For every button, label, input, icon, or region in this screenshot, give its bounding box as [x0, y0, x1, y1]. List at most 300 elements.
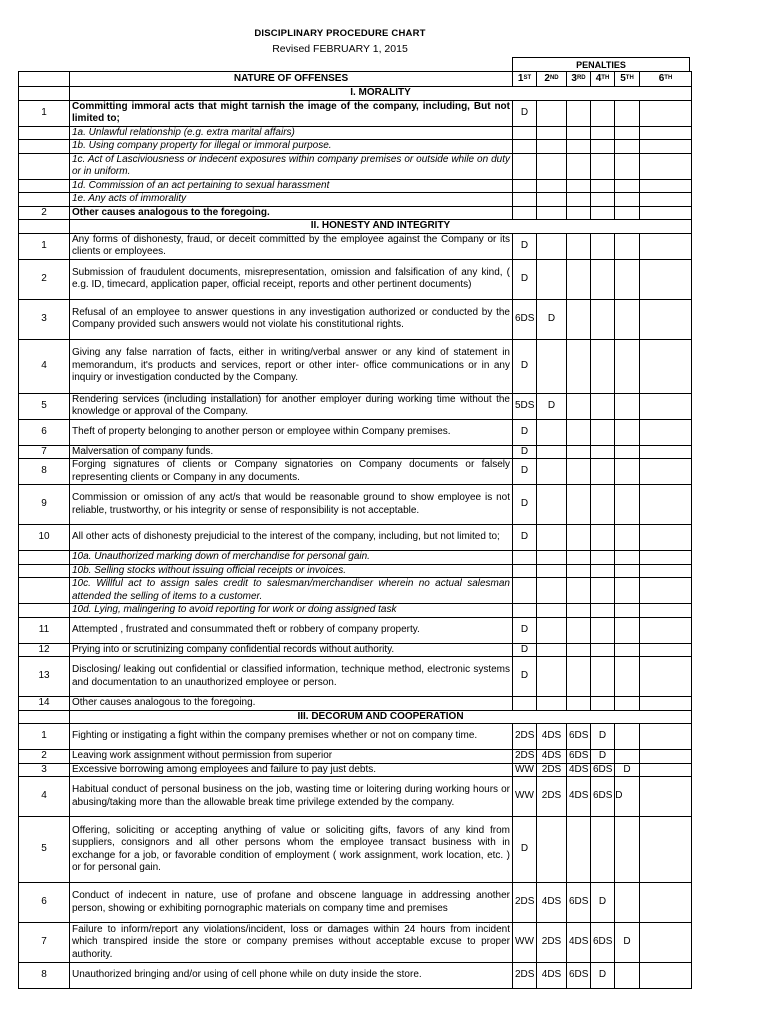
penalty-cell-5	[615, 578, 640, 604]
col-6-num: 6	[658, 72, 665, 84]
offense-description: Fighting or instigating a fight within the company premises whether or not on company time.	[70, 724, 513, 750]
offense-description: 1d. Commission of an act pertaining to sexual harassment	[70, 179, 513, 193]
penalty-cell-1	[513, 140, 537, 154]
offense-description: 10d. Lying, malingering to avoid reporting for work or doing assigned task	[70, 604, 513, 618]
penalty-cell-4	[591, 339, 615, 393]
penalty-cell-2	[537, 617, 567, 643]
offense-number	[19, 578, 70, 604]
penalty-cell-3: 6DS	[567, 750, 591, 764]
penalty-cell-2	[537, 643, 567, 657]
offense-description: Malversation of company funds.	[70, 445, 513, 459]
penalty-cell-6	[640, 153, 692, 179]
penalty-cell-5	[615, 179, 640, 193]
penalty-cell-5	[615, 817, 640, 883]
penalty-cell-4	[591, 153, 615, 179]
penalty-cell-3	[567, 697, 591, 711]
penalty-cell-1: D	[513, 459, 537, 485]
offense-number: 6	[19, 419, 70, 445]
penalty-cell-3	[567, 525, 591, 551]
offense-row	[19, 153, 692, 179]
section-title-spacer	[19, 220, 70, 234]
offense-number: 2	[19, 206, 70, 220]
penalty-cell-4: D	[591, 724, 615, 750]
header-col-1	[513, 72, 537, 87]
penalty-cell-4	[591, 259, 615, 299]
penalty-cell-1: WW	[513, 777, 537, 817]
penalty-cell-5	[615, 233, 640, 259]
penalty-cell-6	[640, 817, 692, 883]
header-col-4	[591, 72, 615, 87]
penalty-cell-3	[567, 339, 591, 393]
penalty-cell-6	[640, 525, 692, 551]
section-title-spacer	[19, 710, 70, 724]
penalty-cell-1: 2DS	[513, 724, 537, 750]
section-title-row	[19, 710, 692, 724]
offense-description: 1c. Act of Lasciviousness or indecent exposures within company premises or outside while on duty or in uniform.	[70, 153, 513, 179]
penalty-cell-3: 6DS	[567, 963, 591, 989]
penalty-cell-1: 2DS	[513, 750, 537, 764]
penalty-cell-1: D	[513, 259, 537, 299]
penalty-cell-3	[567, 140, 591, 154]
penalty-cell-4	[591, 643, 615, 657]
penalty-cell-3	[567, 259, 591, 299]
penalty-cell-1: 6DS	[513, 299, 537, 339]
section-title: I. MORALITY	[70, 87, 692, 101]
offense-description: Leaving work assignment without permission from superior	[70, 750, 513, 764]
penalty-cell-4	[591, 525, 615, 551]
penalty-cell-5	[615, 643, 640, 657]
offense-description: Other causes analogous to the foregoing.	[70, 206, 513, 220]
penalty-cell-3	[567, 485, 591, 525]
section-decorum	[19, 710, 692, 989]
penalty-cell-4	[591, 445, 615, 459]
offense-row	[19, 140, 692, 154]
offense-description: Submission of fraudulent documents, misrepresentation, omission and falsification of any kind, ( e.g. ID, timecard, application paper, official receipt, reports and other pertinent documents)	[70, 259, 513, 299]
penalty-cell-2: 4DS	[537, 750, 567, 764]
penalty-cell-4	[591, 419, 615, 445]
penalty-cell-5	[615, 963, 640, 989]
offense-row	[19, 604, 692, 618]
penalty-cell-5	[615, 153, 640, 179]
penalty-cell-6	[640, 657, 692, 697]
penalty-cell-1	[513, 179, 537, 193]
penalty-cell-6	[640, 445, 692, 459]
offense-description: Attempted , frustrated and consummated theft or robbery of company property.	[70, 617, 513, 643]
penalty-cell-4	[591, 578, 615, 604]
offense-number: 3	[19, 299, 70, 339]
penalty-cell-2	[537, 193, 567, 207]
penalty-cell-5	[615, 551, 640, 565]
penalty-cell-6	[640, 339, 692, 393]
offense-description: Conduct of indecent in nature, use of profane and obscene language in addressing another person, showing or exhibiting pornographic materials on company time and premises	[70, 883, 513, 923]
penalty-cell-5	[615, 140, 640, 154]
penalty-cell-5	[615, 525, 640, 551]
penalty-cell-6	[640, 459, 692, 485]
penalty-cell-1	[513, 564, 537, 578]
penalty-cell-1: 2DS	[513, 883, 537, 923]
penalty-cell-3	[567, 419, 591, 445]
offense-row	[19, 206, 692, 220]
offense-number: 1	[19, 724, 70, 750]
offense-number	[19, 126, 70, 140]
col-4-num: 4	[595, 72, 602, 84]
penalty-cell-5	[615, 126, 640, 140]
penalty-cell-2: 4DS	[537, 963, 567, 989]
penalty-cell-4: 6DS	[591, 763, 615, 777]
offense-description: Commission or omission of any act/s that would be reasonable ground to show employee is not reliable, trustworthy, or his integrity or sense of responsibility is not acceptable.	[70, 485, 513, 525]
penalty-cell-1: D	[513, 485, 537, 525]
penalty-cell-1: D	[513, 233, 537, 259]
penalty-cell-2	[537, 339, 567, 393]
offense-description: Failure to inform/report any violations/incident, loss or damages within 24 hours from incident which transpired inside the store or company premises without acceptable excuse to proper authority.	[70, 923, 513, 963]
offense-description: 1e. Any acts of immorality	[70, 193, 513, 207]
penalty-cell-2: 2DS	[537, 763, 567, 777]
offense-number: 1	[19, 233, 70, 259]
offense-description: Prying into or scrutinizing company confidential records without authority.	[70, 643, 513, 657]
col-2-num: 2	[544, 72, 550, 84]
penalty-cell-6	[640, 299, 692, 339]
offense-number: 2	[19, 750, 70, 764]
penalty-cell-4: D	[591, 750, 615, 764]
penalty-cell-1	[513, 604, 537, 618]
header-num-cell	[19, 72, 70, 87]
penalty-cell-6	[640, 393, 692, 419]
penalty-cell-3	[567, 657, 591, 697]
offense-row	[19, 750, 692, 764]
offense-number: 5	[19, 817, 70, 883]
penalty-cell-1: D	[513, 445, 537, 459]
header-nature: NATURE OF OFFENSES	[70, 72, 513, 87]
offense-number: 5	[19, 393, 70, 419]
penalty-cell-3: 6DS	[567, 883, 591, 923]
penalties-header: PENALTIES	[512, 57, 690, 71]
penalty-cell-2: 2DS	[537, 777, 567, 817]
penalty-cell-2	[537, 179, 567, 193]
offense-row	[19, 578, 692, 604]
offense-description: Unauthorized bringing and/or using of cell phone while on duty inside the store.	[70, 963, 513, 989]
offense-number: 3	[19, 763, 70, 777]
penalty-cell-2	[537, 233, 567, 259]
penalty-cell-6	[640, 578, 692, 604]
penalty-cell-5	[615, 393, 640, 419]
offense-description: 1b. Using company property for illegal or immoral purpose.	[70, 140, 513, 154]
penalty-cell-4: 6DS D	[591, 777, 615, 817]
offense-number: 8	[19, 963, 70, 989]
penalty-cell-2	[537, 140, 567, 154]
col-1-num: 1	[517, 72, 524, 84]
offense-row	[19, 179, 692, 193]
penalty-cell-5	[615, 485, 640, 525]
offense-row	[19, 777, 692, 817]
offense-number: 14	[19, 697, 70, 711]
offense-row	[19, 724, 692, 750]
penalty-cell-3	[567, 564, 591, 578]
col-5-suffix: TH	[625, 74, 634, 81]
penalty-cell-5: D	[615, 763, 640, 777]
offense-row	[19, 485, 692, 525]
offense-row	[19, 299, 692, 339]
penalty-cell-1: D	[513, 617, 537, 643]
penalty-cell-4	[591, 657, 615, 697]
offense-row	[19, 393, 692, 419]
penalty-cell-3	[567, 445, 591, 459]
offense-number: 9	[19, 485, 70, 525]
offense-number: 12	[19, 643, 70, 657]
offense-row	[19, 697, 692, 711]
penalty-cell-6	[640, 140, 692, 154]
document-subtitle: Revised FEBRUARY 1, 2015	[272, 43, 408, 55]
offense-number: 4	[19, 777, 70, 817]
penalty-cell-4	[591, 604, 615, 618]
penalty-cell-6	[640, 617, 692, 643]
penalty-cell-3	[567, 578, 591, 604]
section-morality	[19, 87, 692, 220]
penalty-cell-3: 4DS	[567, 777, 591, 817]
penalty-cell-3	[567, 100, 591, 126]
penalty-cell-4: D	[591, 883, 615, 923]
penalty-cell-6	[640, 750, 692, 764]
offense-row	[19, 763, 692, 777]
penalty-cell-5	[615, 299, 640, 339]
penalty-cell-2	[537, 817, 567, 883]
offense-row	[19, 817, 692, 883]
penalty-cell-4	[591, 617, 615, 643]
penalty-cell-2	[537, 485, 567, 525]
penalty-cell-2	[537, 551, 567, 565]
offense-description: 10c. Willful act to assign sales credit to salesman/merchandiser wherein no actual salesman attended the selling of items to a customer.	[70, 578, 513, 604]
penalty-cell-2	[537, 578, 567, 604]
offense-row	[19, 643, 692, 657]
col-1-suffix: ST	[523, 74, 532, 81]
penalty-cell-2	[537, 419, 567, 445]
penalty-cell-1: WW	[513, 923, 537, 963]
disciplinary-table	[18, 71, 692, 989]
penalty-cell-1	[513, 193, 537, 207]
penalty-cell-1	[513, 206, 537, 220]
penalty-cell-6	[640, 233, 692, 259]
penalty-cell-1: 5DS	[513, 393, 537, 419]
penalty-cell-6	[640, 485, 692, 525]
penalty-cell-3	[567, 643, 591, 657]
penalty-cell-4	[591, 817, 615, 883]
penalty-cell-1: 2DS	[513, 963, 537, 989]
penalty-cell-5	[615, 419, 640, 445]
penalty-cell-6	[640, 206, 692, 220]
penalty-cell-6	[640, 564, 692, 578]
penalty-cell-4	[591, 233, 615, 259]
penalty-cell-4	[591, 126, 615, 140]
offense-row	[19, 564, 692, 578]
section-title-row	[19, 87, 692, 101]
penalty-cell-4	[591, 206, 615, 220]
header-col-2	[537, 72, 567, 87]
penalty-cell-2: 4DS	[537, 724, 567, 750]
offense-row	[19, 100, 692, 126]
offense-row	[19, 617, 692, 643]
offense-description: 10a. Unauthorized marking down of merchandise for personal gain.	[70, 551, 513, 565]
offense-number	[19, 140, 70, 154]
offense-row	[19, 923, 692, 963]
offense-number	[19, 604, 70, 618]
penalty-cell-5	[615, 459, 640, 485]
penalty-cell-6	[640, 259, 692, 299]
penalty-cell-1: WW	[513, 763, 537, 777]
penalty-cell-3	[567, 817, 591, 883]
offense-number	[19, 551, 70, 565]
offense-row	[19, 551, 692, 565]
penalty-cell-5: D	[615, 923, 640, 963]
offense-description: Theft of property belonging to another person or employee within Company premises.	[70, 419, 513, 445]
offense-row	[19, 525, 692, 551]
penalty-cell-2	[537, 100, 567, 126]
penalty-cell-5	[615, 697, 640, 711]
penalty-cell-6	[640, 777, 692, 817]
penalty-cell-6	[640, 724, 692, 750]
penalty-cell-4	[591, 459, 615, 485]
penalty-cell-3	[567, 551, 591, 565]
offense-row	[19, 419, 692, 445]
document-title: DISCIPLINARY PROCEDURE CHART	[254, 28, 426, 39]
penalty-cell-2: D	[537, 299, 567, 339]
penalty-cell-3	[567, 393, 591, 419]
penalty-cell-3	[567, 617, 591, 643]
offense-row	[19, 657, 692, 697]
penalty-cell-4	[591, 485, 615, 525]
offense-row	[19, 459, 692, 485]
penalty-cell-6	[640, 604, 692, 618]
offense-description: Refusal of an employee to answer questions in any investigation authorized or conducted by the Company provided such answers would not violate his constitutional rights.	[70, 299, 513, 339]
offense-description: Habitual conduct of personal business on the job, wasting time or loitering during working hours or abusing/taking more than the allowable break time privilege extended by the company.	[70, 777, 513, 817]
penalty-cell-3	[567, 193, 591, 207]
penalty-cell-4	[591, 697, 615, 711]
section-title: III. DECORUM AND COOPERATION	[70, 710, 692, 724]
penalty-cell-1: D	[513, 817, 537, 883]
section-honesty	[19, 220, 692, 711]
penalty-cell-5	[615, 100, 640, 126]
penalty-cell-2: D	[537, 393, 567, 419]
penalty-cell-2	[537, 657, 567, 697]
offense-number	[19, 179, 70, 193]
penalty-cell-1: D	[513, 339, 537, 393]
offense-number: 8	[19, 459, 70, 485]
penalty-cell-4	[591, 299, 615, 339]
offense-number	[19, 193, 70, 207]
penalty-cell-4	[591, 140, 615, 154]
section-title-row	[19, 220, 692, 234]
offense-description: Any forms of dishonesty, fraud, or deceit committed by the employee against the Company or its clients or employees.	[70, 233, 513, 259]
penalty-cell-1: D	[513, 419, 537, 445]
offense-description: Excessive borrowing among employees and failure to pay just debts.	[70, 763, 513, 777]
penalty-cell-6	[640, 963, 692, 989]
offense-number: 4	[19, 339, 70, 393]
section-title-spacer	[19, 87, 70, 101]
penalty-cell-5	[615, 206, 640, 220]
offense-description: Giving any false narration of facts, either in writing/verbal answer or any kind of statement in memorandum, it's products and services, report or other inter- office communications or in any inquiry or investigation conducted by the Company.	[70, 339, 513, 393]
penalty-cell-1	[513, 153, 537, 179]
offense-number: 6	[19, 883, 70, 923]
penalty-cell-3: 6DS	[567, 724, 591, 750]
penalty-cell-5	[615, 259, 640, 299]
offense-number: 13	[19, 657, 70, 697]
offense-description: Other causes analogous to the foregoing.	[70, 697, 513, 711]
penalty-cell-2	[537, 604, 567, 618]
penalty-cell-4: 6DS	[591, 923, 615, 963]
penalty-cell-6	[640, 193, 692, 207]
penalty-cell-2	[537, 153, 567, 179]
penalty-cell-3	[567, 299, 591, 339]
offense-row	[19, 445, 692, 459]
penalty-cell-6	[640, 883, 692, 923]
col-3-suffix: RD	[576, 74, 586, 81]
penalty-cell-5	[615, 883, 640, 923]
penalty-cell-4: D	[591, 963, 615, 989]
penalty-cell-2	[537, 206, 567, 220]
penalty-cell-5	[615, 604, 640, 618]
penalty-cell-6	[640, 179, 692, 193]
penalty-cell-6	[640, 643, 692, 657]
offense-number	[19, 564, 70, 578]
penalty-cell-2	[537, 525, 567, 551]
offense-row	[19, 233, 692, 259]
penalty-cell-5	[615, 657, 640, 697]
penalty-cell-6	[640, 551, 692, 565]
penalty-cell-3	[567, 233, 591, 259]
header-col-6	[640, 72, 692, 87]
penalty-cell-5	[615, 750, 640, 764]
offense-description: Forging signatures of clients or Company signatories on Company documents or falsely representing clients or Company in any documents.	[70, 459, 513, 485]
offense-description: Disclosing/ leaking out confidential or classified information, technique method, electronic systems and documentation to an unauthorized employee or person.	[70, 657, 513, 697]
penalty-cell-4	[591, 193, 615, 207]
offense-description: 10b. Selling stocks without issuing official receipts or invoices.	[70, 564, 513, 578]
offense-row	[19, 963, 692, 989]
penalty-cell-4	[591, 564, 615, 578]
penalty-cell-5	[615, 339, 640, 393]
penalty-cell-5	[615, 193, 640, 207]
penalty-cell-3	[567, 126, 591, 140]
penalty-cell-3	[567, 179, 591, 193]
penalty-cell-1	[513, 126, 537, 140]
penalty-cell-1: D	[513, 525, 537, 551]
penalty-cell-3: 4DS	[567, 923, 591, 963]
penalty-cell-1	[513, 578, 537, 604]
penalty-cell-2	[537, 445, 567, 459]
penalty-cell-3	[567, 206, 591, 220]
col-6-suffix: TH	[664, 74, 673, 81]
col-4-suffix: TH	[601, 74, 610, 81]
penalty-cell-5	[615, 617, 640, 643]
offense-description: All other acts of dishonesty prejudicial to the interest of the company, including, but not limited to;	[70, 525, 513, 551]
col-5-num: 5	[620, 72, 626, 84]
penalty-cell-2	[537, 697, 567, 711]
col-3-num: 3	[571, 72, 577, 84]
offense-description: Offering, soliciting or accepting anything of value or soliciting gifts, favors of any kind from suppliers, consignors and all other persons whom the employee transact business with in exchange for a job, or favorable condition of employment ( work assignment, work location, etc. ) or for personal gain.	[70, 817, 513, 883]
header-row	[19, 72, 692, 87]
penalty-cell-4	[591, 179, 615, 193]
penalty-cell-1: D	[513, 100, 537, 126]
penalty-cell-4	[591, 393, 615, 419]
offense-number	[19, 153, 70, 179]
penalty-cell-3	[567, 153, 591, 179]
penalty-cell-6	[640, 763, 692, 777]
offense-number: 2	[19, 259, 70, 299]
offense-row	[19, 259, 692, 299]
penalty-cell-6	[640, 419, 692, 445]
header-col-5	[615, 72, 640, 87]
penalty-cell-5	[615, 564, 640, 578]
penalty-cell-2	[537, 564, 567, 578]
offense-number: 10	[19, 525, 70, 551]
header-col-3	[567, 72, 591, 87]
